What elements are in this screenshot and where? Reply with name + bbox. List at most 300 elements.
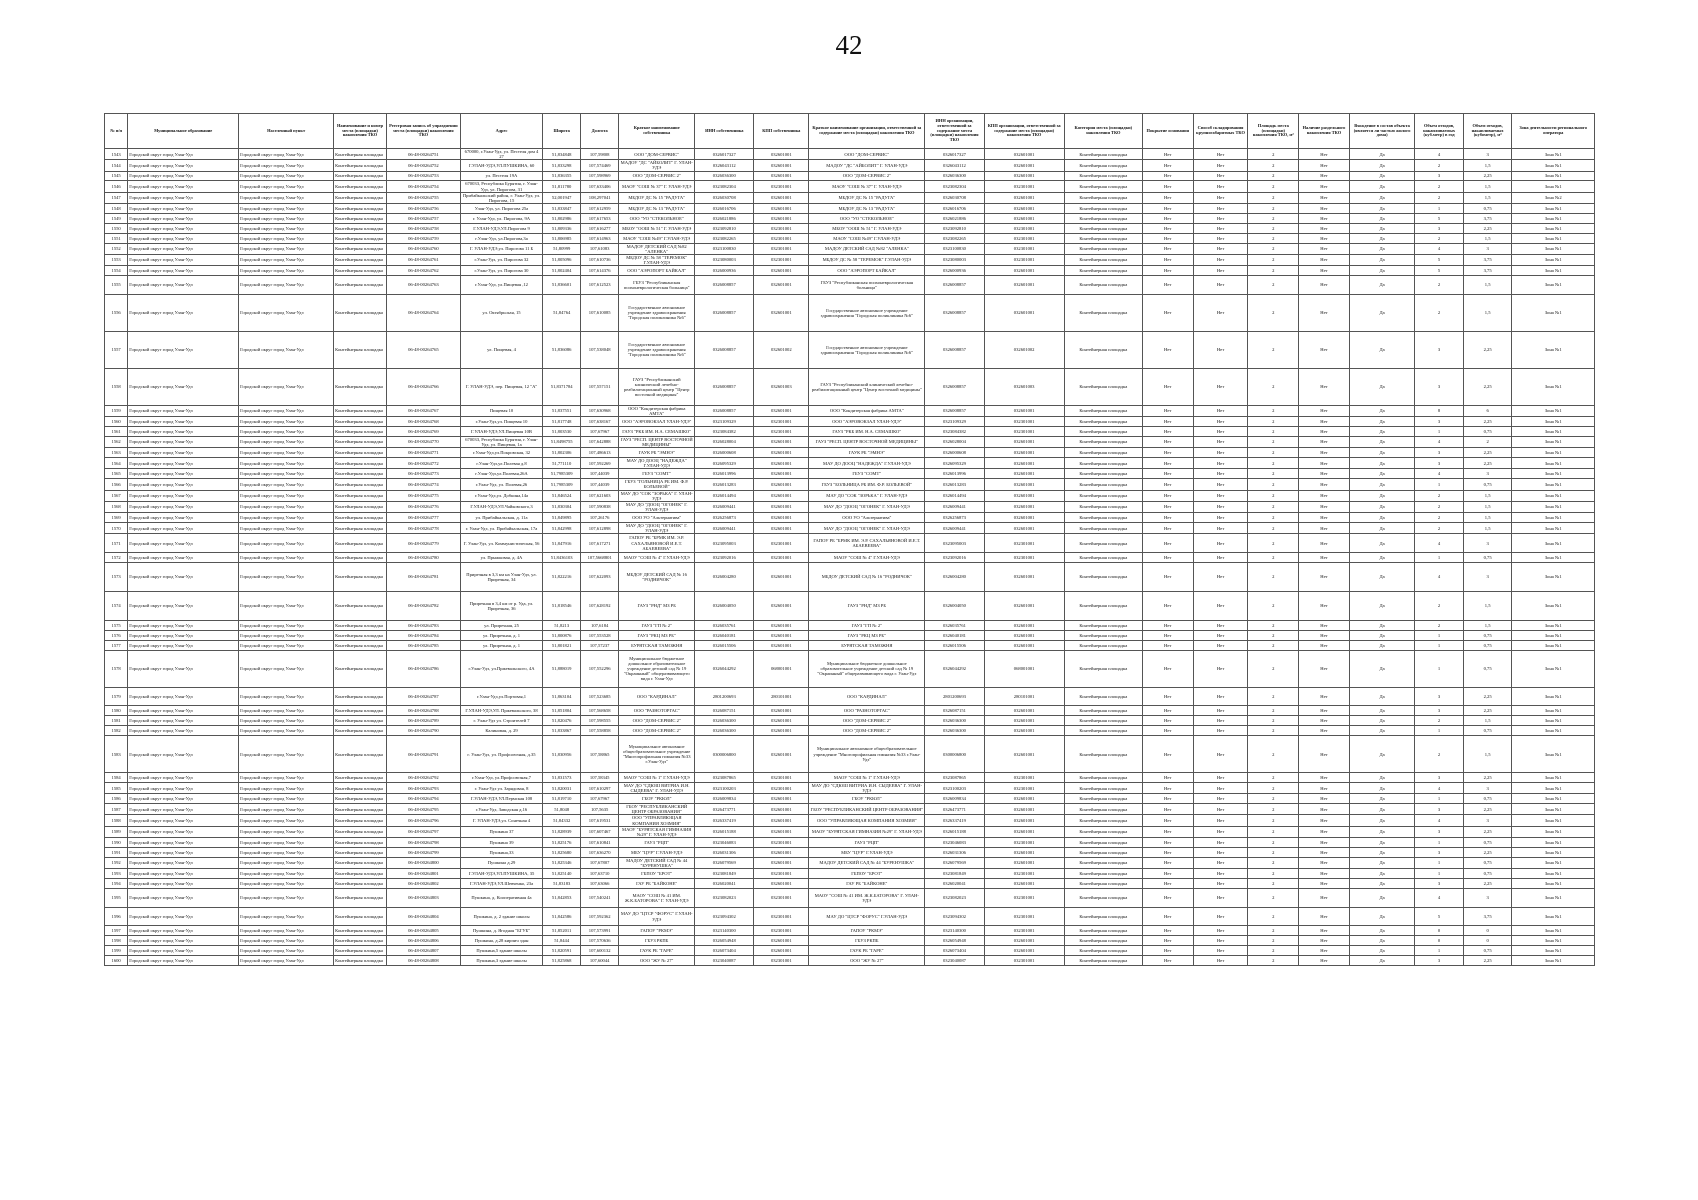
table-cell: Контейнерная площадка <box>334 815 387 826</box>
table-cell: 032601001 <box>754 479 809 490</box>
table-cell: Зона №1 <box>1512 513 1595 523</box>
table-cell: 1,5 <box>1463 522 1512 533</box>
table-cell: 1,5 <box>1463 276 1512 295</box>
table-cell: 0323092016 <box>695 553 754 563</box>
table-cell: МАОУ "СОШ № 1" Г.УЛАН-УДЭ <box>619 773 695 783</box>
table-cell: 4 <box>1415 534 1464 553</box>
table-cell: Нет <box>1193 427 1248 437</box>
table-cell: Городской округ город Улан-Удэ <box>239 630 334 640</box>
table-cell: Нет <box>1193 736 1248 773</box>
table-cell: Контейнерная площадка <box>334 716 387 726</box>
table-cell: 51,7985309 <box>543 479 581 490</box>
table-cell: 06-48-00264801 <box>386 869 460 879</box>
table-cell: Нет <box>1193 276 1248 295</box>
table-row <box>105 513 1595 523</box>
table-cell: 032301001 <box>754 243 809 254</box>
table-cell: Городской округ город Улан-Удэ <box>128 562 239 591</box>
table-cell: 2 <box>1248 687 1299 706</box>
column-header: Наличие раздельного накопления ТКО <box>1299 114 1350 149</box>
table-cell: 032601001 <box>754 716 809 726</box>
table-cell: Контейнерная площадка <box>334 469 387 479</box>
table-cell: Контейнерная площадка <box>1064 458 1142 469</box>
table-cell: 107,612523 <box>581 276 619 295</box>
table-cell: Зона №1 <box>1512 736 1595 773</box>
table-cell: 032601001 <box>754 804 809 815</box>
table-cell: 107,58345 <box>581 773 619 783</box>
table-row <box>105 794 1595 804</box>
table-cell: Да <box>1349 479 1414 490</box>
table-cell: 0326013283 <box>695 479 754 490</box>
table-cell: 4 <box>1415 469 1464 479</box>
table-cell: 032601001 <box>984 513 1064 523</box>
table-cell: Зона №1 <box>1512 650 1595 687</box>
table-cell: Нет <box>1142 223 1193 233</box>
table-cell: 032601001 <box>984 294 1064 331</box>
table-row <box>105 479 1595 490</box>
table-cell: Улан-Удэ, ул. Пирогова 25а <box>460 204 542 214</box>
table-cell: Нет <box>1142 782 1193 793</box>
table-cell: Нет <box>1299 716 1350 726</box>
table-cell: 0326008857 <box>695 368 754 405</box>
table-cell: 1556 <box>105 294 128 331</box>
table-cell: 06-48-00264796 <box>386 815 460 826</box>
table-cell: ГАУК РБ "ЭМНЭ" <box>619 448 695 458</box>
table-cell: ГБУЗ "Республиканская психоневрологическая больница" <box>809 276 925 295</box>
table-cell: 670033, Республика Бурятия, г. Улан-Удэ, ул. Пищевая, 1а <box>460 436 542 447</box>
table-cell: 2 <box>1248 837 1299 847</box>
table-cell: Нет <box>1142 427 1193 437</box>
table-cell: 5 <box>1415 213 1464 223</box>
table-cell: Нет <box>1193 620 1248 630</box>
table-cell: г.Улан-Удэ,ул.Полевая,26А <box>460 469 542 479</box>
table-cell: г.Улан-Удэ, ул.Пищевая ,12 <box>460 276 542 295</box>
table-cell: ООО "ДОМ-СЕРВИС 2" <box>619 716 695 726</box>
table-cell: Зона №1 <box>1512 160 1595 171</box>
table-cell: Зона №1 <box>1512 171 1595 181</box>
table-cell: 51,7985309 <box>543 469 581 479</box>
table-cell: 06-48-00264782 <box>386 591 460 620</box>
table-cell: 0326008857 <box>695 331 754 368</box>
table-cell: Нет <box>1299 782 1350 793</box>
table-cell: 1592 <box>105 857 128 868</box>
table-cell: 1559 <box>105 405 128 416</box>
table-cell: 1,5 <box>1463 716 1512 726</box>
table-cell: МБОУ "ООШ № 51" Г. УЛАН-УДЭ <box>619 223 695 233</box>
table-cell: 0326008857 <box>925 331 984 368</box>
table-cell: Зона №2 <box>1512 192 1595 203</box>
column-header: Вхождение в состав объекта (является ли частью жилого дома) <box>1349 114 1414 149</box>
table-cell: 032601001 <box>754 448 809 458</box>
table-cell: Г. УЛАН-УДЭ,ул. Сонечная 4 <box>460 815 542 826</box>
table-cell: Контейнерная площадка <box>334 869 387 879</box>
table-cell: 2 <box>1415 294 1464 331</box>
table-cell: 1581 <box>105 716 128 726</box>
table-cell: 2 <box>1248 815 1299 826</box>
table-cell: 06-48-00264791 <box>386 736 460 773</box>
table-cell: Нет <box>1193 171 1248 181</box>
table-cell: 0326015188 <box>925 826 984 837</box>
table-cell: Городской округ город Улан-Удэ <box>239 878 334 888</box>
table-cell: 2 <box>1248 469 1299 479</box>
table-cell: 0326016706 <box>925 204 984 214</box>
table-cell: 0326021886 <box>695 213 754 223</box>
table-cell: 2,25 <box>1463 417 1512 427</box>
table-cell: 032601001 <box>984 591 1064 620</box>
table-cell: Городской округ город Улан-Удэ <box>128 469 239 479</box>
table-row <box>105 926 1595 936</box>
table-cell: Городской округ город Улан-Удэ <box>128 501 239 512</box>
table-cell: Нет <box>1299 149 1350 160</box>
table-cell: ул. Пищевая, 4 <box>460 331 542 368</box>
table-cell: ООО "КАРДИНАЛ" <box>619 687 695 706</box>
table-cell: Нет <box>1299 405 1350 416</box>
table-cell: 1,5 <box>1463 160 1512 171</box>
table-cell: 2 <box>1248 826 1299 837</box>
table-cell: Нет <box>1299 826 1350 837</box>
table-cell: Городской округ город Улан-Удэ <box>239 469 334 479</box>
table-cell: Контейнерная площадка <box>1064 946 1142 956</box>
table-cell: 2,25 <box>1463 171 1512 181</box>
table-cell: МБДОУ ДС № 13 "РАДУГА" <box>619 204 695 214</box>
table-cell: ГАУЗ "РЕСП. ЦЕНТР ВОСТОЧНОЙ МЕДИЦИНЫ" <box>809 436 925 447</box>
table-cell: 032601001 <box>754 149 809 160</box>
table-cell: ООО "ДОМ-СЕРВИС 2" <box>619 171 695 181</box>
table-cell: Зона №1 <box>1512 926 1595 936</box>
table-cell: 0323082265 <box>695 233 754 243</box>
table-cell: 107,621603 <box>581 490 619 501</box>
table-cell: Контейнерная площадка <box>1064 630 1142 640</box>
table-cell: 1 <box>1415 553 1464 563</box>
table-cell: 2 <box>1248 706 1299 716</box>
table-cell: Да <box>1349 726 1414 736</box>
table-cell: 0323080003 <box>925 254 984 265</box>
table-cell: 032601001 <box>754 630 809 640</box>
table-row <box>105 956 1595 966</box>
table-row <box>105 181 1595 192</box>
table-cell: Нет <box>1193 233 1248 243</box>
column-header: Адрес <box>460 114 542 149</box>
table-cell: Пушкина, д. Ягодная "БГУБ" <box>460 926 542 936</box>
table-cell: 06-48-00264764 <box>386 294 460 331</box>
table-cell: 51,842586 <box>543 907 581 926</box>
table-cell: 52,001947 <box>543 192 581 203</box>
table-cell: Нет <box>1299 630 1350 640</box>
table-cell: 032601001 <box>984 562 1064 591</box>
table-cell: Городской округ город Улан-Удэ <box>128 815 239 826</box>
table-cell: Да <box>1349 936 1414 946</box>
table-cell: Контейнерная площадка <box>334 233 387 243</box>
table-cell: 032601001 <box>754 213 809 223</box>
table-cell: 107,612898 <box>581 522 619 533</box>
table-cell: Городской округ город Улан-Удэ <box>239 405 334 416</box>
table-cell: Контейнерная площадка <box>1064 857 1142 868</box>
table-cell: ГАУЗ "Республиканский клинический лечебно-реабилитационный центр "Центр восточной медицины" <box>619 368 695 405</box>
table-cell: 0300006800 <box>925 736 984 773</box>
table-cell: 107,540241 <box>581 888 619 907</box>
table-cell: 1548 <box>105 204 128 214</box>
table-cell: ГАУК РБ "ГАРЕ" <box>809 946 925 956</box>
table-cell: Нет <box>1299 640 1350 650</box>
table-cell: Да <box>1349 815 1414 826</box>
table-cell: Городской округ город Улан-Удэ <box>239 553 334 563</box>
table-cell: 2,25 <box>1463 448 1512 458</box>
table-cell: Городской округ город Улан-Удэ <box>128 847 239 857</box>
table-cell: Нет <box>1193 946 1248 956</box>
table-cell: 06-48-00264792 <box>386 773 460 783</box>
table-cell: Городской округ город Улан-Удэ <box>239 706 334 716</box>
table-cell: Нет <box>1142 553 1193 563</box>
table-cell: 0326008857 <box>925 368 984 405</box>
table-cell: Нет <box>1142 773 1193 783</box>
table-cell: Городской округ город Улан-Удэ <box>128 192 239 203</box>
table-cell: г.Улан-Удэ, ул.Профсоюзная,7 <box>460 773 542 783</box>
table-cell: 06-48-00264774 <box>386 479 460 490</box>
table-cell: 2 <box>1248 773 1299 783</box>
table-row <box>105 907 1595 926</box>
table-cell: 1594 <box>105 878 128 888</box>
table-cell: Пушкина, д. 2 здание школы <box>460 907 542 926</box>
table-row <box>105 847 1595 857</box>
table-cell: Зона №1 <box>1512 869 1595 879</box>
table-cell: ООО "ДОМ-СЕРВИС" <box>809 149 925 160</box>
table-cell: 0326008857 <box>695 276 754 295</box>
table-cell: 1584 <box>105 773 128 783</box>
table-cell: 032601001 <box>984 815 1064 826</box>
table-cell: 107,573991 <box>581 926 619 936</box>
table-cell: 2 <box>1248 956 1299 966</box>
table-cell: Контейнерная площадка <box>1064 706 1142 716</box>
table-cell: Нет <box>1299 204 1350 214</box>
table-cell: 1574 <box>105 591 128 620</box>
table-cell: Да <box>1349 204 1414 214</box>
table-cell: 0323084382 <box>925 427 984 437</box>
table-cell: 1590 <box>105 837 128 847</box>
table-cell: 51,811780 <box>543 181 581 192</box>
column-header: КПП организации, ответственной за содержание места (площадки) накопления ТКО <box>984 114 1064 149</box>
table-cell: Городской округ город Улан-Удэ <box>239 946 334 956</box>
table-cell: Да <box>1349 878 1414 888</box>
table-cell: 1558 <box>105 368 128 405</box>
table-cell: 1 <box>1415 650 1464 687</box>
table-cell: 0,75 <box>1463 479 1512 490</box>
table-cell: Контейнерная площадка <box>334 878 387 888</box>
table-cell: Нет <box>1142 501 1193 512</box>
table-cell: 0,75 <box>1463 204 1512 214</box>
table-cell: Нет <box>1299 726 1350 736</box>
table-cell: Нет <box>1193 553 1248 563</box>
table-cell: Городской округ город Улан-Удэ <box>128 405 239 416</box>
table-cell: Городской округ город Улан-Удэ <box>128 773 239 783</box>
table-cell: 1551 <box>105 233 128 243</box>
table-cell: 0326000936 <box>695 266 754 276</box>
table-cell: 51,837551 <box>543 405 581 416</box>
table-cell: Нет <box>1193 204 1248 214</box>
table-cell: Нет <box>1299 562 1350 591</box>
table-cell: 06-48-00264771 <box>386 448 460 458</box>
table-cell: 51,8498755 <box>543 436 581 447</box>
table-cell: Да <box>1349 276 1414 295</box>
table-cell: Городской округ город Улан-Удэ <box>239 266 334 276</box>
table-cell: 0,75 <box>1463 553 1512 563</box>
table-cell: 032601001 <box>754 276 809 295</box>
table-cell: 2 <box>1248 804 1299 815</box>
table-cell: Городской округ город Улан-Удэ <box>128 857 239 868</box>
table-cell: 0326036300 <box>695 716 754 726</box>
table-cell: Зона №1 <box>1512 804 1595 815</box>
table-row <box>105 815 1595 826</box>
table-cell: Нет <box>1142 294 1193 331</box>
table-cell: Городской округ город Улан-Удэ <box>128 448 239 458</box>
table-cell: г.Улан-Удэ,ул. Добкина,14а <box>460 490 542 501</box>
column-header: Широта <box>543 114 581 149</box>
table-cell: 107,614376 <box>581 266 619 276</box>
table-cell: Контейнерная площадка <box>334 331 387 368</box>
table-cell: 2 <box>1248 907 1299 926</box>
table-cell: 2 <box>1248 650 1299 687</box>
table-cell: МАДОУ ДЕТСКИЙ САД №82 "АЛЕНКА" <box>809 243 925 254</box>
table-cell: Городской округ город Улан-Удэ <box>239 490 334 501</box>
table-cell: Нет <box>1142 266 1193 276</box>
table-cell: 51,817748 <box>543 417 581 427</box>
table-cell: 1576 <box>105 630 128 640</box>
table-cell: Нет <box>1142 907 1193 926</box>
table-cell: Контейнерная площадка <box>1064 640 1142 650</box>
table-cell: 1552 <box>105 243 128 254</box>
table-cell: Городской округ город Улан-Удэ <box>128 782 239 793</box>
table-cell: 06-48-00264776 <box>386 501 460 512</box>
column-header: Наименование и номер места (площадки) накопления ТКО <box>334 114 387 149</box>
table-cell: Зона №1 <box>1512 417 1595 427</box>
table-cell: 280101001 <box>754 687 809 706</box>
table-cell: МАОУ "СОШ № 41 ИМ. Ж.К.БАТОРОВА" Г. УЛАН-УДЭ <box>619 888 695 907</box>
table-cell: Да <box>1349 534 1414 553</box>
table-cell: 2 <box>1248 448 1299 458</box>
table-cell: 51,852011 <box>543 926 581 936</box>
table-cell: 0326036300 <box>925 716 984 726</box>
table-cell: 107,614963 <box>581 233 619 243</box>
table-cell: Нет <box>1142 736 1193 773</box>
table-cell: Контейнерная площадка <box>334 405 387 416</box>
table-cell: Да <box>1349 956 1414 966</box>
table-cell: 032601001 <box>984 736 1064 773</box>
table-cell: 2801200693 <box>925 687 984 706</box>
table-cell: Муниципальное бюджетное дошкольное образовательное учреждение детский сад № 19 "Окраинный" общеразвивающего вида г. Улан-Удэ <box>619 650 695 687</box>
table-cell: 06-48-00264772 <box>386 458 460 469</box>
table-cell: Контейнерная площадка <box>334 223 387 233</box>
table-cell: 107,570636 <box>581 936 619 946</box>
table-cell: 0,75 <box>1463 726 1512 736</box>
table-cell: ГБУЗ "Республиканская психоневрологическая больница" <box>619 276 695 295</box>
table-cell: Контейнерная площадка <box>1064 181 1142 192</box>
table-cell: 1,5 <box>1463 490 1512 501</box>
table-cell: Контейнерная площадка <box>334 417 387 427</box>
table-cell: 0323040087 <box>695 956 754 966</box>
table-cell: 107,60044 <box>581 956 619 966</box>
table-cell: Городской округ город Улан-Удэ <box>239 907 334 926</box>
table-cell: Зона №1 <box>1512 223 1595 233</box>
table-cell: 032601001 <box>754 192 809 203</box>
table-cell: Нет <box>1193 815 1248 826</box>
table-cell: 1565 <box>105 469 128 479</box>
table-cell: Нет <box>1299 815 1350 826</box>
column-header: № п/п <box>105 114 128 149</box>
table-cell: Да <box>1349 794 1414 804</box>
table-cell: 2,25 <box>1463 878 1512 888</box>
table-cell: Городской округ город Улан-Удэ <box>128 458 239 469</box>
table-cell: 0326000936 <box>925 266 984 276</box>
table-cell: МАДОУ "ДС "АЙБОЛИТ" Г. УЛАН-УДЭ <box>620 160 693 171</box>
table-cell: ООО "АЭРОПОРТ БАЙКАЛ" <box>809 266 925 276</box>
table-cell: Городской округ город Улан-Удэ <box>128 826 239 837</box>
table-cell: Нет <box>1299 926 1350 936</box>
table-cell: Да <box>1349 562 1414 591</box>
table-cell: 1,5 <box>1463 513 1512 523</box>
table-cell: 2 <box>1415 522 1464 533</box>
table-cell: ГАУК РБ "ЭМНЭ" <box>809 448 925 458</box>
table-cell: ул. Прыжковая, д. 4А <box>460 553 542 563</box>
table-cell: Нет <box>1142 620 1193 630</box>
table-cell: Зона №1 <box>1512 534 1595 553</box>
table-cell: 3 <box>1463 888 1512 907</box>
table-cell: 0326044292 <box>695 650 754 687</box>
table-cell: 107,57237 <box>581 640 619 650</box>
table-cell: 1588 <box>105 815 128 826</box>
table-cell: 2 <box>1248 160 1299 171</box>
table-cell: Нет <box>1193 804 1248 815</box>
table-cell: Контейнерная площадка <box>1064 553 1142 563</box>
table-cell: Зона №1 <box>1512 640 1595 650</box>
table-cell: 2 <box>1248 878 1299 888</box>
table-cell: 06-48-00264788 <box>386 706 460 716</box>
table-cell: Да <box>1349 233 1414 243</box>
table-cell: 032301001 <box>984 907 1064 926</box>
table-cell: Да <box>1349 266 1414 276</box>
table-cell: 0323046083 <box>925 837 984 847</box>
table-cell: Городской округ город Улан-Удэ <box>128 926 239 936</box>
table-cell: 06-48-00264786 <box>386 650 460 687</box>
table-cell: ГБУЗ "СОМТ" <box>619 469 695 479</box>
table-cell: Контейнерная площадка <box>334 888 387 907</box>
table-cell: Муниципальное автономное общеобразовательное учреждение "Многопрофильная гимназия №33 г.Улан-Удэ" <box>619 736 695 773</box>
table-cell: 51,828939 <box>543 826 581 837</box>
table-cell: МАДОУ ДЕТСКИЙ САД №82 "АЛЕНКА" <box>619 243 695 254</box>
table-cell: 06-48-00264763 <box>386 276 460 295</box>
table-cell: 2 <box>1248 171 1299 181</box>
table-cell: 06-48-00264775 <box>386 490 460 501</box>
table-cell: 0,75 <box>1463 640 1512 650</box>
table-cell: МБУ "ЦУР" Г.УЛАН-УДЭ <box>619 847 695 857</box>
table-cell: 107,630968 <box>581 405 619 416</box>
table-cell: 032601001 <box>754 204 809 214</box>
column-header: ИНН организации, ответственной за содержание места (площадки) накопления ТКО <box>925 114 984 149</box>
table-cell: Нет <box>1193 405 1248 416</box>
table-cell: 032301001 <box>754 837 809 847</box>
table-cell: 2 <box>1415 501 1464 512</box>
table-cell: Нет <box>1142 826 1193 837</box>
table-cell: 0326337419 <box>695 815 754 826</box>
table-cell: 2 <box>1415 181 1464 192</box>
table-cell: 1549 <box>105 213 128 223</box>
table-cell: ГБОУ "РКЮЛ" <box>619 794 695 804</box>
table-cell: МАУ ДО "ДООЦ "ОГОНЕК" Г. УЛАН-УДЭ <box>619 501 695 512</box>
table-cell: Городской округ город Улан-Удэ <box>239 640 334 650</box>
table-cell: 107,523685 <box>581 687 619 706</box>
table-cell: 2 <box>1248 857 1299 868</box>
table-cell: 0326013283 <box>925 479 984 490</box>
table-cell: 1561 <box>105 427 128 437</box>
table-cell: Нет <box>1142 254 1193 265</box>
table-cell: 51,833298 <box>543 160 581 171</box>
